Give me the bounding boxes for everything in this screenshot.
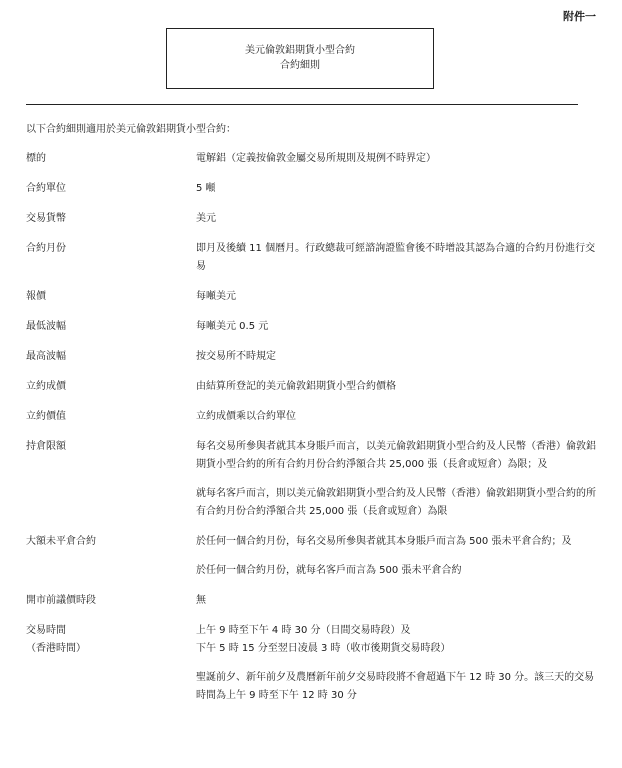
document-subtitle: 合約細則 — [280, 60, 320, 71]
spec-label-line: 立約價值 — [26, 411, 66, 422]
document-title: 美元倫敦鋁期貨小型合約 — [245, 45, 355, 56]
intro-text: 以下合約細則適用於美元倫敦鋁期貨小型合約： — [26, 124, 236, 135]
spec-value — [196, 288, 596, 306]
spec-label-line: （香港時間） — [26, 643, 86, 654]
spec-value-paragraph: 於任何一個合約月份，就每名客戶而言為 500 張未平倉合約 — [196, 565, 462, 576]
spec-value — [196, 438, 596, 521]
spec-row — [26, 210, 596, 228]
spec-value-paragraph: 美元 — [196, 213, 216, 224]
spec-row — [26, 150, 596, 168]
spec-value-paragraph: 每噸美元 — [196, 291, 236, 302]
spec-row — [26, 348, 596, 366]
spec-label — [26, 288, 196, 306]
spec-label-line: 立約成價 — [26, 381, 66, 392]
spec-value — [196, 408, 596, 426]
spec-label-line: 標的 — [26, 153, 46, 164]
spec-value — [196, 533, 596, 580]
spec-label — [26, 150, 196, 168]
spec-label-line: 最低波幅 — [26, 321, 66, 332]
spec-row — [26, 622, 596, 705]
spec-value — [196, 210, 596, 228]
spec-value-paragraph: 就每名客戶而言，則以美元倫敦鋁期貨小型合約及人民幣（香港）倫敦鋁期貨小型合約的所有合約月份合約淨額合共 25,000 張（長倉或短倉）為限 — [196, 488, 596, 517]
spec-value — [196, 378, 596, 396]
spec-table — [26, 150, 596, 717]
spec-label — [26, 210, 196, 228]
spec-label — [26, 318, 196, 336]
spec-label-line: 開市前議價時段 — [26, 595, 96, 606]
spec-row — [26, 318, 596, 336]
spec-value — [196, 348, 596, 366]
spec-row — [26, 180, 596, 198]
spec-row — [26, 438, 596, 521]
spec-value — [196, 318, 596, 336]
horizontal-divider — [26, 104, 578, 105]
spec-value-paragraph: 電解鋁（定義按倫敦金屬交易所規則及規例不時界定） — [196, 153, 436, 164]
spec-value — [196, 622, 596, 705]
spec-label — [26, 592, 196, 610]
spec-value-paragraph: 每名交易所參與者就其本身賬戶而言，以美元倫敦鋁期貨小型合約及人民幣（香港）倫敦鋁期貨小型合約的所有合約月份合約淨額合共 25,000 張（長倉或短倉）為限；及 — [196, 441, 596, 470]
spec-value-paragraph: 立約成價乘以合約單位 — [196, 411, 296, 422]
spec-label — [26, 240, 196, 276]
spec-row — [26, 533, 596, 580]
spec-label-line: 合約月份 — [26, 243, 66, 254]
spec-value-paragraph: 按交易所不時規定 — [196, 351, 276, 362]
spec-row — [26, 240, 596, 276]
annex-label: 附件一 — [563, 10, 596, 23]
spec-value-paragraph: 無 — [196, 595, 206, 606]
spec-value-paragraph: 即月及後續 11 個曆月。行政總裁可經諮詢證監會後不時增設其認為合適的合約月份進行交易 — [196, 243, 596, 272]
spec-row — [26, 378, 596, 396]
spec-label-line: 大額未平倉合約 — [26, 536, 96, 547]
spec-value-paragraph: 5 噸 — [196, 183, 216, 194]
spec-label — [26, 533, 196, 580]
spec-row — [26, 592, 596, 610]
spec-label — [26, 180, 196, 198]
spec-value — [196, 180, 596, 198]
spec-value — [196, 592, 596, 610]
spec-row — [26, 288, 596, 306]
spec-label-line: 持倉限額 — [26, 441, 66, 452]
spec-label — [26, 438, 196, 521]
spec-value-paragraph: 聖誕前夕、新年前夕及農曆新年前夕交易時段將不會超過下午 12 時 30 分。該三天的交易時間為上午 9 時至下午 12 時 30 分 — [196, 672, 595, 701]
spec-value-paragraph: 每噸美元 0.5 元 — [196, 321, 269, 332]
spec-label-line: 交易時間 — [26, 625, 66, 636]
spec-value-paragraph: 於任何一個合約月份，每名交易所參與者就其本身賬戶而言為 500 張未平倉合約；及 — [196, 536, 572, 547]
spec-label-line: 交易貨幣 — [26, 213, 66, 224]
spec-label — [26, 622, 196, 705]
spec-label — [26, 348, 196, 366]
spec-label-line: 最高波幅 — [26, 351, 66, 362]
spec-value-paragraph: 由結算所登記的美元倫敦鋁期貨小型合約價格 — [196, 381, 396, 392]
spec-label — [26, 378, 196, 396]
spec-value — [196, 150, 596, 168]
spec-label-line: 合約單位 — [26, 183, 66, 194]
spec-label-line: 報價 — [26, 291, 46, 302]
title-box — [166, 28, 434, 89]
spec-row — [26, 408, 596, 426]
spec-value — [196, 240, 596, 276]
spec-value-paragraph: 上午 9 時至下午 4 時 30 分（日間交易時段）及 下午 5 時 15 分至翌日凌晨 3 時（收市後期貨交易時段） — [196, 625, 451, 654]
spec-label — [26, 408, 196, 426]
